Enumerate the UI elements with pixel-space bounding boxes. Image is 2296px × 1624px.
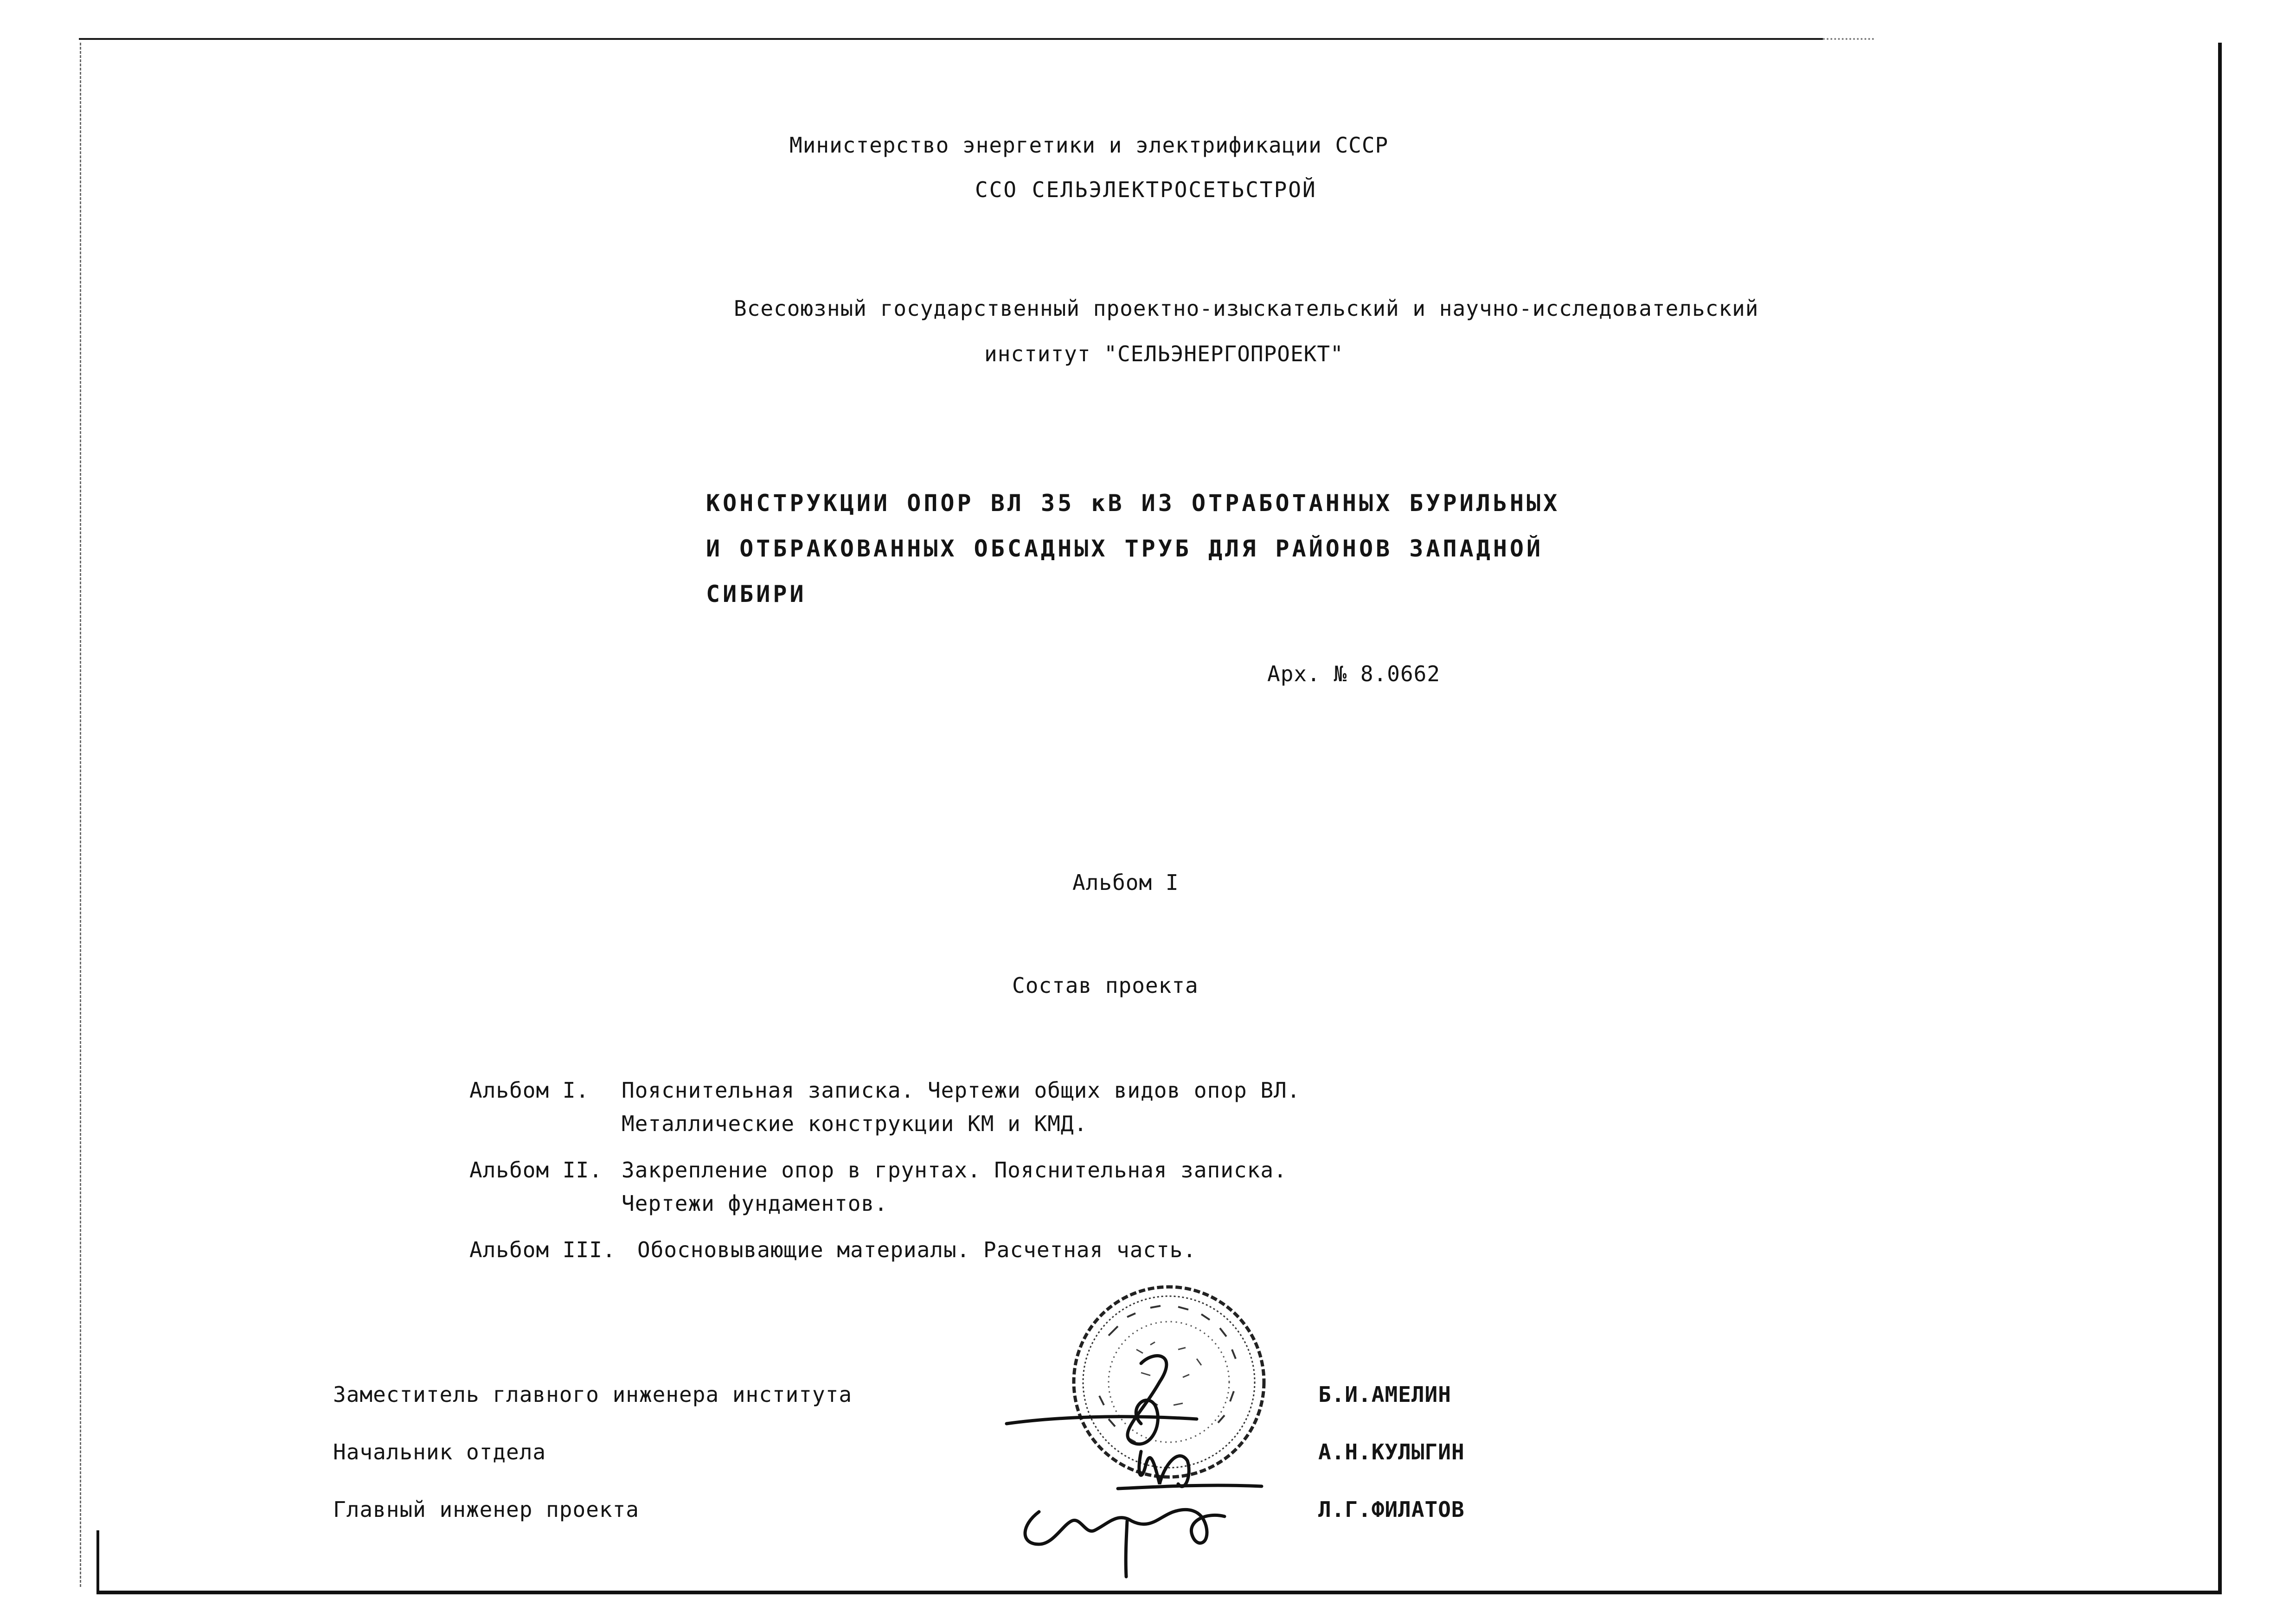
institute-line-2: институт "СЕЛЬЭНЕРГОПРОЕКТ" [984, 341, 1344, 366]
title-line-1: КОНСТРУКЦИИ ОПОР ВЛ 35 кВ ИЗ ОТРАБОТАННЫХ БУРИЛЬНЫХ [706, 490, 1560, 517]
signatory-name-2: А.Н.КУЛЫГИН [1318, 1439, 1465, 1464]
album2-line-1: Закрепление опор в грунтах. Пояснительная записка. [622, 1157, 1287, 1183]
album1-label: Альбом I. [469, 1078, 590, 1103]
frame-left-line [80, 43, 81, 1587]
album2-line-2: Чертежи фундаментов. [622, 1191, 888, 1216]
signatory-name-3: Л.Г.ФИЛАТОВ [1318, 1497, 1465, 1522]
album3-line-1: Обосновывающие материалы. Расчетная часть. [637, 1237, 1197, 1262]
album1-line-2: Металлические конструкции КМ и КМД. [622, 1111, 1088, 1136]
frame-left-lower-line [96, 1530, 99, 1593]
signatory-role-1: Заместитель главного инженера института [333, 1382, 853, 1407]
signatory-name-1: Б.И.АМЕЛИН [1318, 1382, 1451, 1407]
frame-right-line [2218, 43, 2222, 1592]
album-heading: Альбом I [1072, 870, 1179, 895]
contents-heading: Состав проекта [1012, 973, 1199, 998]
signatory-role-2: Начальник отдела [333, 1439, 546, 1464]
signatory-role-3: Главный инженер проекта [333, 1497, 639, 1522]
frame-top-line [79, 38, 1823, 40]
frame-top-dotted-end [1823, 38, 1874, 40]
album1-line-1: Пояснительная записка. Чертежи общих видов опор ВЛ. [622, 1078, 1301, 1103]
title-line-2: И ОТБРАКОВАННЫХ ОБСАДНЫХ ТРУБ ДЛЯ РАЙОНОВ ЗАПАДНОЙ [706, 535, 1544, 562]
album3-label: Альбом III. [469, 1237, 616, 1262]
ministry-line: Министерство энергетики и электрификации СССР [789, 133, 1389, 158]
frame-bottom-line [96, 1591, 2222, 1594]
title-line-3: СИБИРИ [706, 581, 807, 607]
institute-line-1: Всесоюзный государственный проектно-изыскательский и научно-исследовательский [734, 296, 1759, 321]
album2-label: Альбом II. [469, 1157, 603, 1183]
archive-number: Арх. № 8.0662 [1267, 661, 1441, 686]
organization-line: ССО СЕЛЬЭЛЕКТРОСЕТЬСТРОЙ [975, 177, 1317, 202]
handwritten-signatures [1002, 1326, 1280, 1586]
